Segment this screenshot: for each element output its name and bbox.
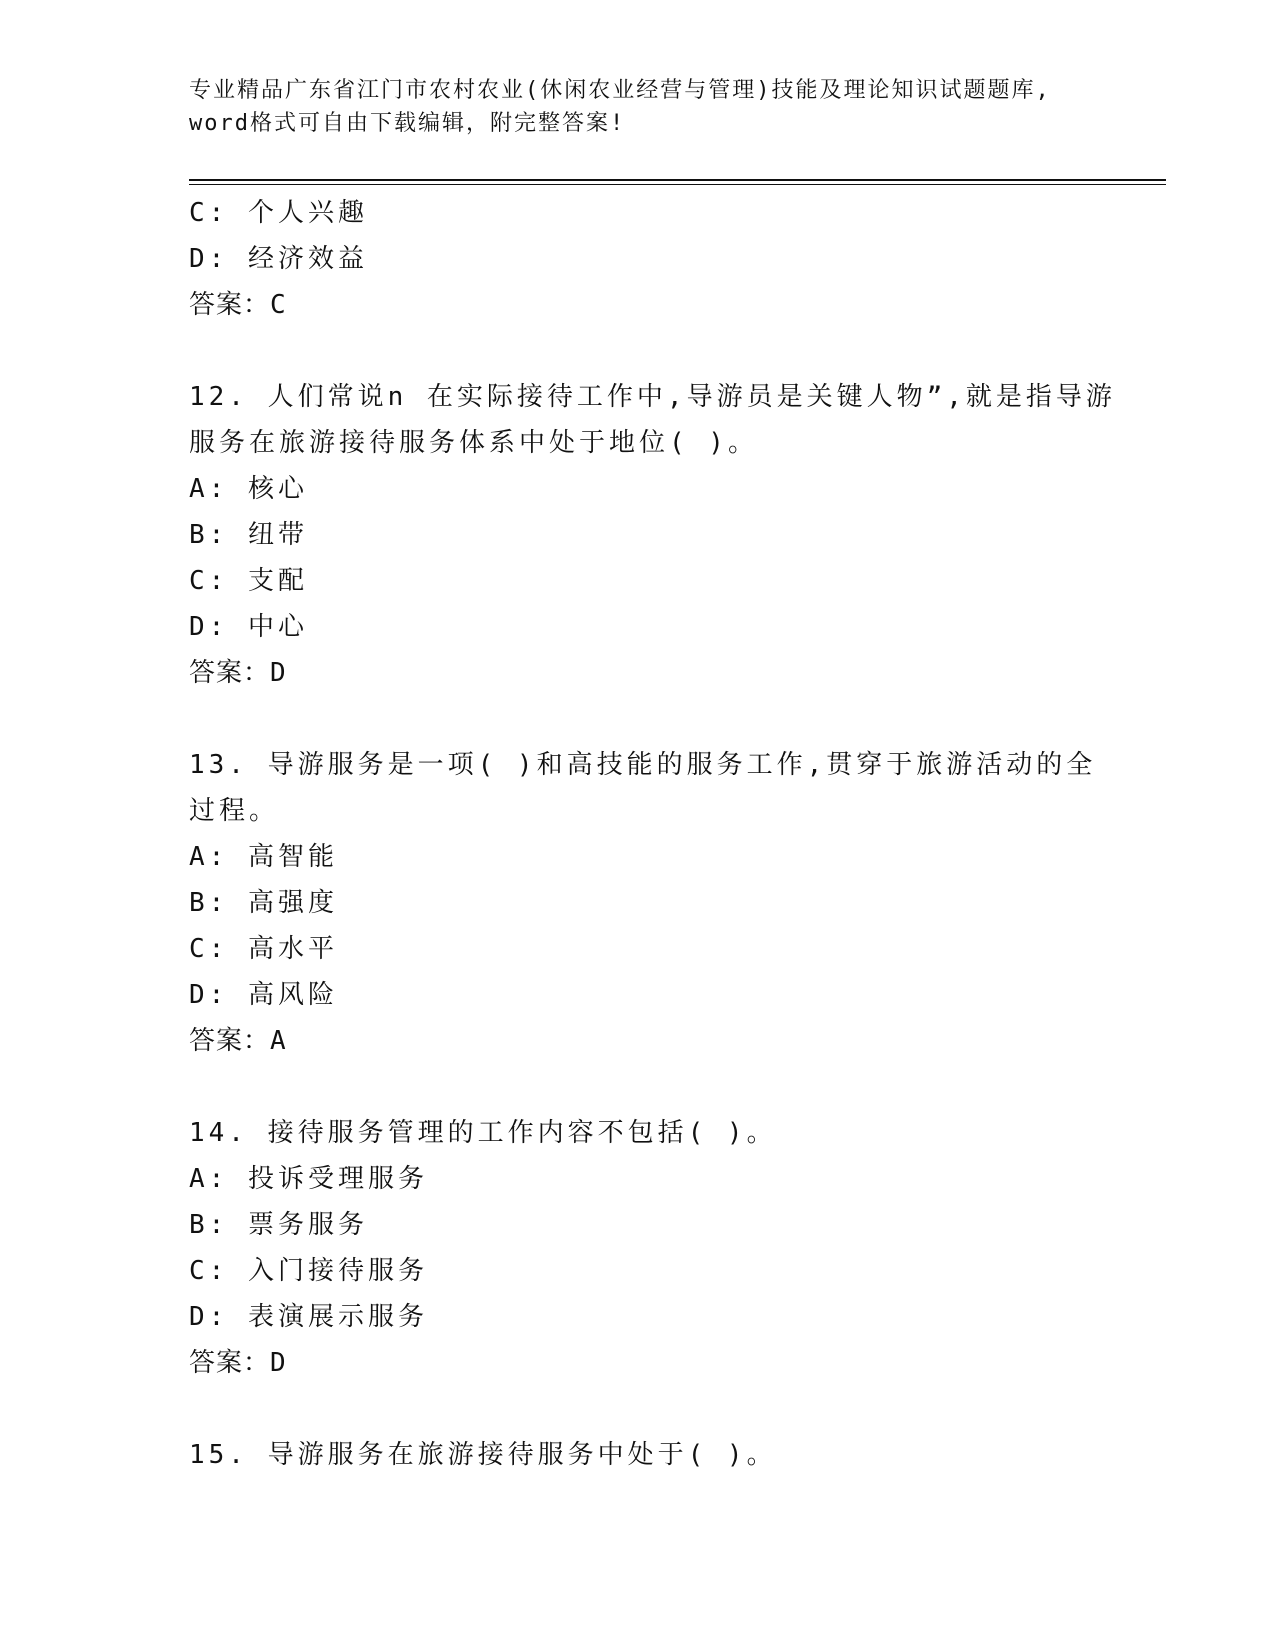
question-stem-line: 14. 接待服务管理的工作内容不包括( )。 [189,1118,777,1148]
question-15 [189,1432,1089,1478]
option-b: B: 高强度 [189,888,338,918]
spacer [189,328,1089,374]
answer-label: 答案： [189,1348,271,1378]
answer-label: 答案： [189,658,271,688]
header-title-line-1: 专业精品广东省江门市农村农业(休闲农业经营与管理)技能及理论知识试题题库, [189,78,1051,103]
question-stem-line: 过程。 [189,796,280,826]
answer-value: C [270,290,287,320]
option-c: C: 高水平 [189,934,338,964]
option-d: D: 经济效益 [189,244,368,274]
answer-line [189,1018,1089,1064]
answer-value: A [270,1026,287,1056]
question-stem-line: 15. 导游服务在旅游接待服务中处于( )。 [189,1440,777,1470]
answer-line [189,650,1089,696]
spacer [189,1064,1089,1110]
answer-line [189,1340,1089,1386]
question-14 [189,1110,1089,1386]
spacer [189,1386,1089,1432]
option-d: D: 表演展示服务 [189,1302,428,1332]
option-a: A: 高智能 [189,842,338,872]
answer-value: D [270,1348,287,1378]
question-stem-line: 服务在旅游接待服务体系中处于地位( )。 [189,428,758,458]
option-d: D: 高风险 [189,980,338,1010]
answer-label: 答案： [189,290,271,320]
option-d: D: 中心 [189,612,308,642]
page-header [189,74,1089,140]
option-c: C: 个人兴趣 [189,198,368,228]
answer-line [189,282,1089,328]
option-b: B: 票务服务 [189,1210,368,1240]
header-title-line-2: word格式可自由下载编辑，附完整答案! [189,111,626,136]
spacer [189,696,1089,742]
question-12 [189,374,1116,696]
option-b: B: 纽带 [189,520,308,550]
option-a: A: 核心 [189,474,308,504]
header-divider [189,179,1166,185]
option-c: C: 入门接待服务 [189,1256,428,1286]
answer-value: D [270,658,287,688]
answer-label: 答案： [189,1026,271,1056]
question-list [189,190,1116,1478]
question-11-continuation [189,190,1089,328]
option-a: A: 投诉受理服务 [189,1164,428,1194]
question-13 [189,742,1097,1064]
question-stem-line: 13. 导游服务是一项( )和高技能的服务工作,贯穿于旅游活动的全 [189,750,1097,780]
question-stem-line: 12. 人们常说n 在实际接待工作中,导游员是关键人物”,就是指导游 [189,382,1116,412]
option-c: C: 支配 [189,566,308,596]
